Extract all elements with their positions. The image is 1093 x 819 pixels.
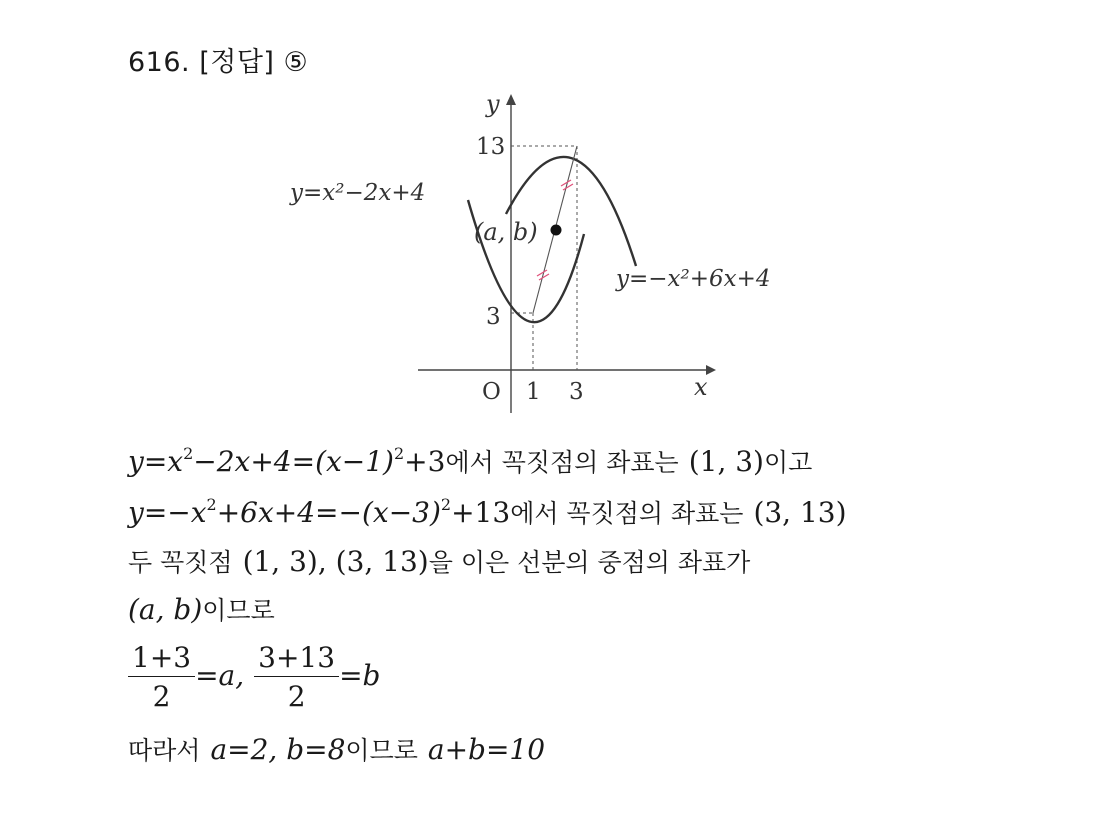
axis-x-label: x	[694, 373, 708, 401]
answer-label: [정답]	[199, 47, 275, 78]
fraction-b: $\frac{3+13}{2}$	[254, 644, 339, 711]
y-tick-13: 13	[476, 134, 506, 160]
solution-line-6: 따라서 a=2, b=8이므로 a+b=10	[128, 733, 546, 766]
solution-fractions: $\frac{1+3}{2}$ =a, $\frac{3+13}{2}$ =b	[128, 644, 380, 711]
x-tick-3: 3	[569, 379, 584, 405]
curve-1-label: y=x²−2x+4	[290, 180, 426, 206]
answer-mark: ⑤	[283, 47, 309, 78]
curve-2-label: y=−x²+6x+4	[616, 266, 771, 292]
point-label: (a, b)	[474, 218, 538, 246]
solution-line-1: $y=x^2-2x+4=(x-1)^2+3$에서 꼭짓점의 좌표는 (1, 3)이고	[128, 444, 813, 478]
x-tick-1: 1	[526, 379, 541, 405]
fraction-a: $\frac{1+3}{2}$	[128, 644, 195, 711]
parabola-graph	[270, 88, 830, 423]
y-axis-arrow	[506, 94, 516, 105]
solution-line-2: $y=-x^2+6x+4=-(x-3)^2+13$에서 꼭짓점의 좌표는 (3, 13)	[128, 495, 847, 529]
origin-label: O	[482, 379, 501, 405]
axis-y-label: y	[486, 90, 500, 118]
solution-line-3: 두 꼭짓점 (1, 3), (3, 13)을 이은 선분의 중점의 좌표가	[128, 545, 751, 578]
midpoint-dot	[551, 225, 562, 236]
curve-2	[506, 157, 636, 266]
problem-number: 616.	[128, 47, 191, 78]
problem-heading	[128, 40, 308, 79]
y-tick-3: 3	[486, 304, 501, 330]
solution-line-4: (a, b)이므로	[128, 593, 275, 626]
